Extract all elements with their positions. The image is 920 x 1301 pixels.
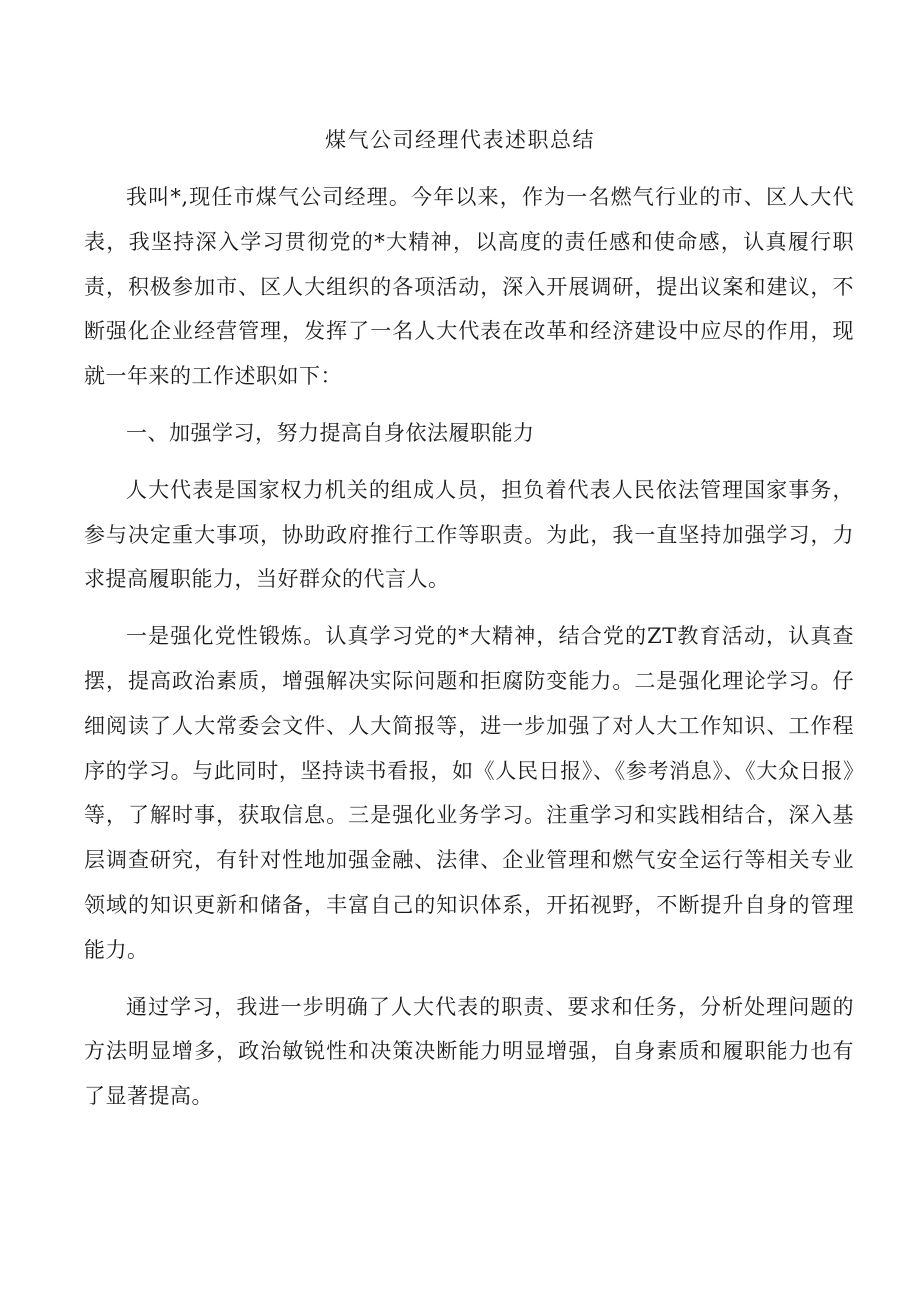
paragraph-duties: 人大代表是国家权力机关的组成人员，担负着代表人民依法管理国家事务，参与决定重大事项，协助政府推行工作等职责。为此，我一直坚持加强学习，力求提高履职能力，当好群众的代言人。 bbox=[84, 477, 854, 592]
document-title: 煤气公司经理代表述职总结 bbox=[325, 128, 595, 152]
paragraph-study-results: 通过学习，我进一步明确了人大代表的职责、要求和任务，分析处理问题的方法明显增多，政治敏锐性和决策决断能力明显增强，自身素质和履职能力也有了显著提高。 bbox=[84, 994, 854, 1109]
section-heading-1: 一、加强学习，努力提高自身依法履职能力 bbox=[126, 420, 535, 445]
document-body bbox=[84, 175, 854, 1119]
paragraph-intro: 我叫*,现任市煤气公司经理。今年以来，作为一名燃气行业的市、区人大代表，我坚持深入学习贯彻党的*大精神，以高度的责任感和使命感，认真履行职责，积极参加市、区人大组织的各项活动，深入开展调研，提出议案和建议，不断强化企业经营管理，发挥了一名人大代表在改革和经济建设中应尽的作用，现就一年来的工作述职如下： bbox=[84, 185, 854, 389]
paragraph-study-measures: 一是强化党性锻炼。认真学习党的*大精神，结合党的ZT教育活动，认真查摆，提高政治素质，增强解决实际问题和拒腐防变能力。二是强化理论学习。仔细阅读了人大常委会文件、人大简报等，进一步加强了对人大工作知识、工作程序的学习。与此同时，坚持读书看报，如《人民日报》、《参考消息》、《大众日报》等，了解时事，获取信息。三是强化业务学习。注重学习和实践相结合，深入基层调查研究，有针对性地加强金融、法律、企业管理和燃气安全运行等相关专业领域的知识更新和储备，丰富自己的知识体系，开拓视野，不断提升自身的管理能力。 bbox=[84, 624, 854, 962]
